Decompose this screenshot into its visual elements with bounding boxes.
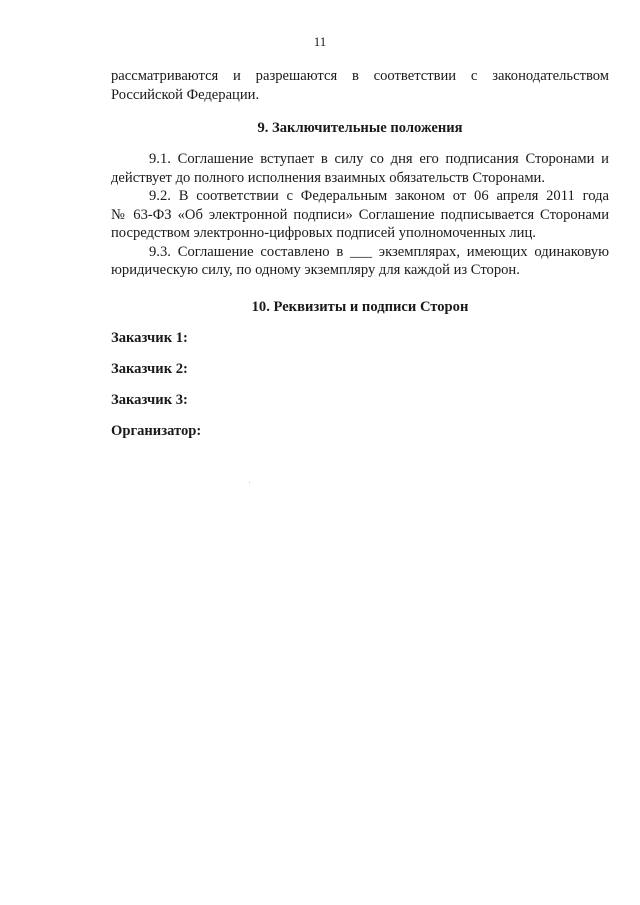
customer-1-label: Заказчик 1: xyxy=(111,330,188,346)
scan-speck xyxy=(249,482,250,483)
clause-9-2-line-3: посредством электронно-цифровых подписей уполномоченных лиц. xyxy=(111,225,536,241)
section-9-body xyxy=(111,150,609,280)
section-9-heading: 9. Заключительные положения xyxy=(257,120,463,136)
clause-9-1-line-2: действует до полного исполнения взаимных обязательств Сторонами. xyxy=(111,169,546,186)
clause-9-2-line-2: № 63-ФЗ «Об электронной подписи» Соглашение подписывается Сторонами xyxy=(111,206,609,223)
intro-line-2: Российской Федерации. xyxy=(111,86,260,103)
section-10-heading: 10. Реквизиты и подписи Сторон xyxy=(251,299,469,315)
intro-paragraph xyxy=(111,67,609,104)
clause-9-1-line-1: 9.1. Соглашение вступает в силу со дня его подписания Сторонами и xyxy=(149,151,609,167)
clause-9-3-line-1: 9.3. Соглашение составлено в ___ экземплярах, имеющих одинаковую xyxy=(149,243,609,260)
customer-3-label: Заказчик 3: xyxy=(111,392,188,408)
page-number: 11 xyxy=(313,34,327,49)
intro-line-1: рассматриваются и разрешаются в соответствии с законодательством xyxy=(111,68,609,84)
customer-2-label: Заказчик 2: xyxy=(111,361,188,377)
clause-9-2-line-1: 9.2. В соответствии с Федеральным законом от 06 апреля 2011 года xyxy=(149,188,609,204)
clause-9-3-line-2: юридическую силу, по одному экземпляру для каждой из Сторон. xyxy=(111,262,520,278)
organizer-label: Организатор: xyxy=(111,423,202,439)
